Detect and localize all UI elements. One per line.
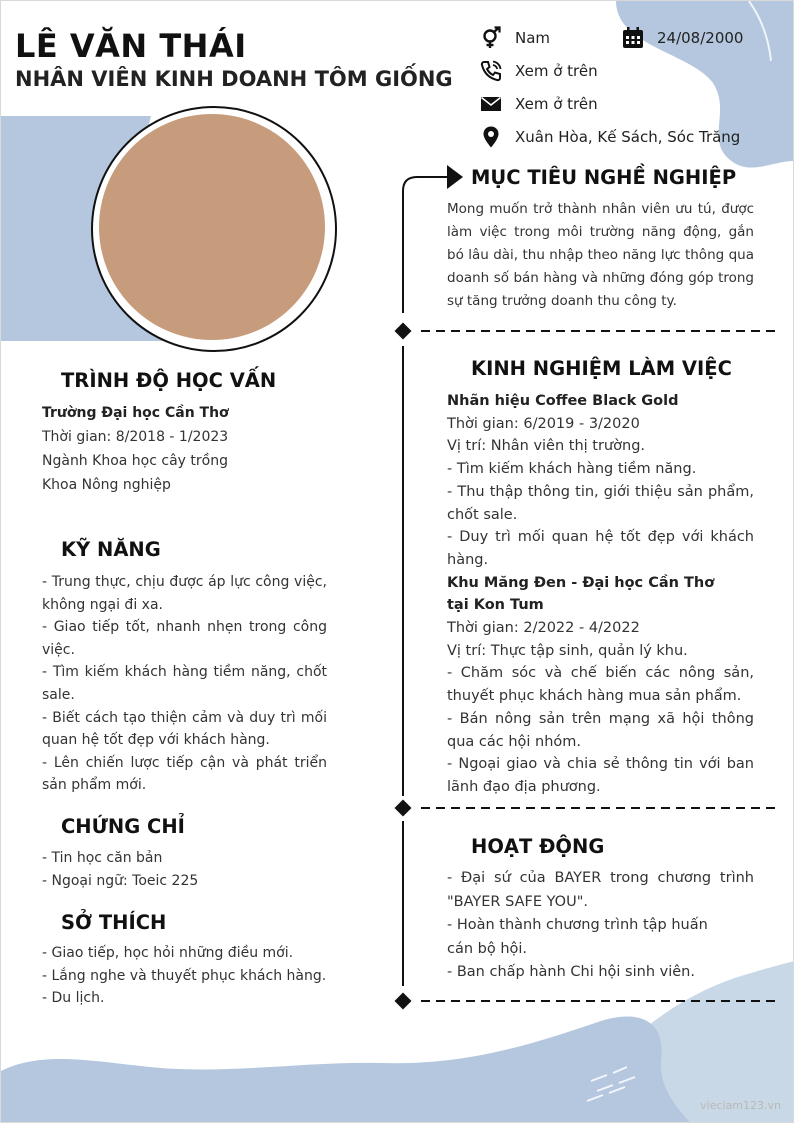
hobby-item: - Giao tiếp, học hỏi những điều mới.	[42, 945, 294, 961]
experience-title: KINH NGHIỆM LÀM VIỆC	[471, 357, 732, 380]
education-major: Ngành Khoa học cây trồng	[42, 453, 228, 469]
birthday-value: 24/08/2000	[657, 29, 744, 47]
skill-item: - Biết cách tạo thiện cảm và duy trì mối quan hệ tốt đẹp với khách hàng.	[42, 709, 327, 749]
hobby-item: - Du lịch.	[42, 990, 105, 1006]
experience-content	[447, 390, 754, 799]
job-task: - Bán nông sản trên mạng xã hội thông qua các hội nhóm.	[447, 710, 754, 750]
hobbies-content	[42, 942, 342, 1010]
avatar	[99, 114, 325, 340]
job-company-location: tại Kon Tum	[447, 597, 544, 614]
job-time: Thời gian: 6/2019 - 3/2020	[447, 415, 640, 432]
skills-title: KỸ NĂNG	[61, 538, 161, 561]
location-icon	[479, 125, 503, 149]
education-content	[42, 401, 332, 497]
job-task: - Duy trì mối quan hệ tốt đẹp với khách hàng.	[447, 529, 754, 568]
education-title: TRÌNH ĐỘ HỌC VẤN	[61, 369, 277, 392]
email-icon	[479, 92, 503, 116]
job-task: - Tìm kiếm khách hàng tiềm năng.	[447, 461, 697, 478]
skills-content	[42, 571, 327, 797]
email-value: Xem ở trên	[515, 95, 598, 113]
watermark: vieclam123.vn	[700, 1099, 781, 1112]
activity-item: - Ban chấp hành Chi hội sinh viên.	[447, 964, 695, 980]
certificates-content	[42, 847, 327, 892]
activity-item: - Hoàn thành chương trình tập huấn	[447, 917, 708, 933]
certificates-title: CHỨNG CHỈ	[61, 815, 185, 838]
candidate-name: LÊ VĂN THÁI	[15, 27, 247, 65]
job-task: - Thu thập thông tin, giới thiệu sản phẩm, chốt sale.	[447, 483, 754, 523]
activities-content	[447, 867, 754, 985]
address-value: Xuân Hòa, Kế Sách, Sóc Trăng	[515, 128, 741, 146]
job-role: Vị trí: Thực tập sinh, quản lý khu.	[447, 642, 688, 659]
hobbies-title: SỞ THÍCH	[61, 911, 167, 934]
activity-item: cán bộ hội.	[447, 940, 528, 957]
objective-content	[447, 198, 754, 313]
activities-title: HOẠT ĐỘNG	[471, 835, 605, 858]
phone-value: Xem ở trên	[515, 62, 598, 80]
bottom-wave	[1, 1017, 691, 1123]
gender-value: Nam	[515, 29, 551, 47]
skill-item: - Giao tiếp tốt, nhanh nhẹn trong công việc.	[42, 619, 327, 658]
skill-item: - Lên chiến lược tiếp cận và phát triển sản phẩm mới.	[42, 754, 327, 794]
hobby-item: - Lắng nghe và thuyết phục khách hàng.	[42, 967, 327, 984]
job-time: Thời gian: 2/2022 - 4/2022	[447, 620, 640, 637]
activity-item: - Đại sứ của BAYER trong chương trình "BAYER SAFE YOU".	[447, 870, 754, 910]
skill-item: - Tìm kiếm khách hàng tiềm năng, chốt sale.	[42, 664, 327, 703]
objective-title: MỤC TIÊU NGHỀ NGHIỆP	[471, 166, 737, 189]
education-time: Thời gian: 8/2018 - 1/2023	[42, 429, 229, 445]
certificate-item: - Ngoại ngữ: Toeic 225	[42, 872, 199, 889]
job-company: Nhãn hiệu Coffee Black Gold	[447, 393, 679, 409]
phone-icon	[479, 59, 503, 83]
job-task: - Chăm sóc và chế biến các nông sản, thuyết phục khách hàng mua sản phẩm.	[447, 665, 754, 705]
education-faculty: Khoa Nông nghiệp	[42, 477, 171, 493]
skill-item: - Trung thực, chịu được áp lực công việc, không ngại đi xa.	[42, 574, 327, 613]
job-company: Khu Măng Đen - Đại học Cần Thơ	[447, 574, 715, 591]
certificate-item: - Tin học căn bản	[42, 850, 163, 866]
objective-text: Mong muốn trở thành nhân viên ưu tú, được làm việc trong môi trường năng động, gắn bó lâu dài, thu nhập theo năng lực thông qua doanh số bán hàng và những đóng góp trong sự tăng trưởng doanh thu công ty.	[447, 201, 754, 309]
job-task: - Ngoại giao và chia sẻ thông tin với ban lãnh đạo địa phương.	[447, 756, 754, 795]
school-name: Trường Đại học Cần Thơ	[42, 405, 229, 421]
job-role: Vị trí: Nhân viên thị trường.	[447, 438, 646, 455]
gender-icon	[479, 26, 503, 50]
job-position: NHÂN VIÊN KINH DOANH TÔM GIỐNG	[15, 67, 453, 91]
calendar-icon	[621, 26, 645, 50]
